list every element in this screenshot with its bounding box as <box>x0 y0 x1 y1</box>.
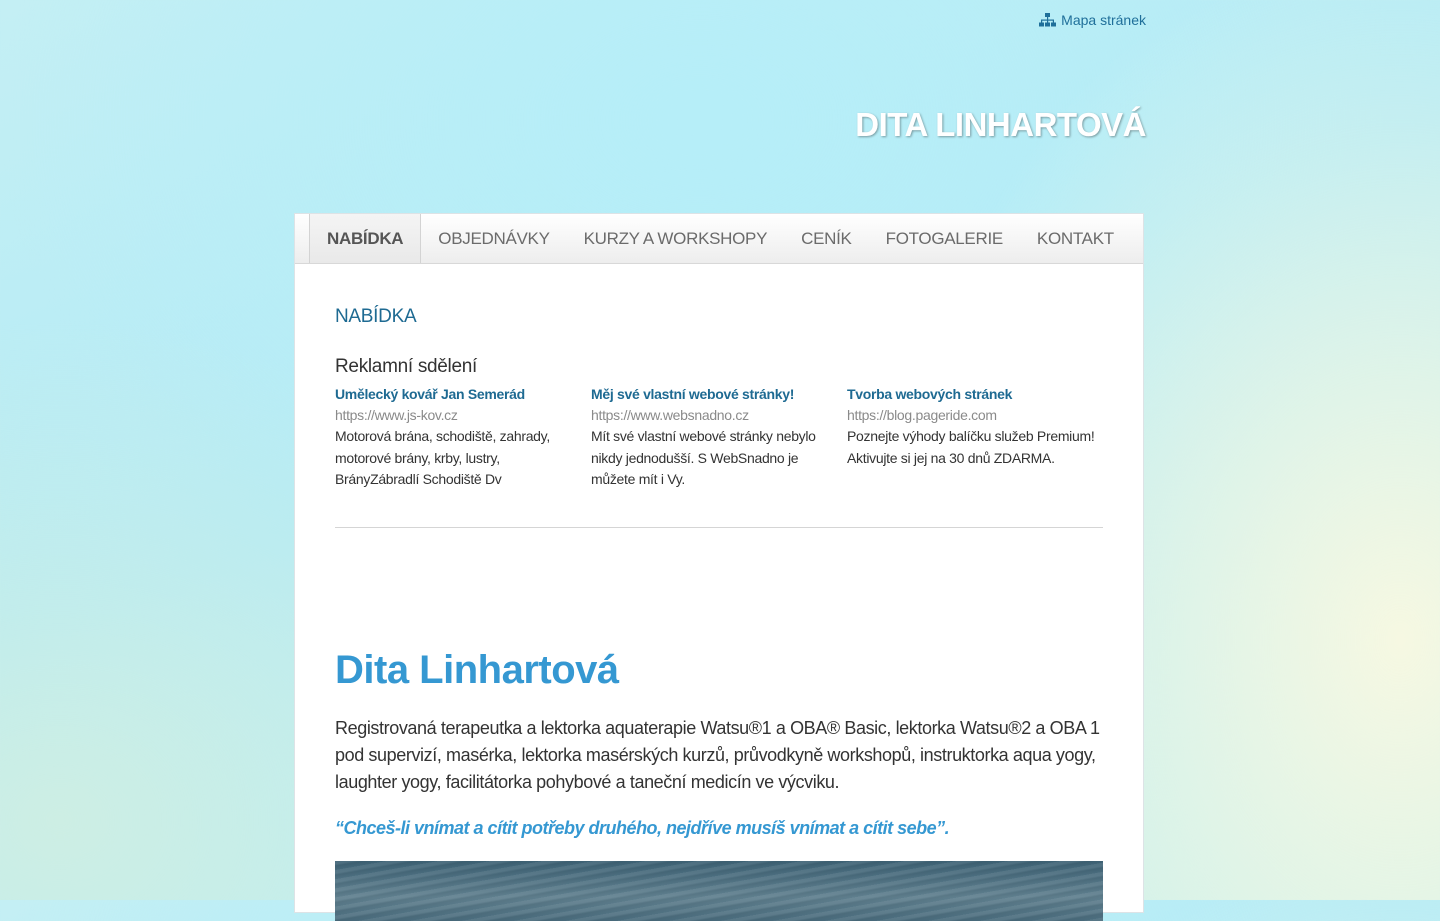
ad-title-link[interactable]: Umělecký kovář Jan Semerád <box>335 386 525 402</box>
divider <box>335 527 1103 528</box>
intro-paragraph: Registrovaná terapeutka a lektorka aquaterapie Watsu®1 a OBA® Basic, lektorka Watsu®2 a OBA 1 pod supervizí, masérka, lektorka masérských kurzů, průvodkyně workshopů, instruktorka aqua yogy, laughter yogy, facilitátorka pohybové a taneční medicín ve výcviku. <box>335 717 1100 792</box>
page-heading: Dita Linhartová <box>335 647 619 692</box>
ad-item <box>335 384 591 491</box>
nav-item-nabidka[interactable]: NABÍDKA <box>309 214 421 263</box>
main-content <box>295 306 1143 921</box>
section-title: NABÍDKA <box>335 306 417 327</box>
ad-title-link[interactable]: Měj své vlastní webové stránky! <box>591 386 795 402</box>
ad-url[interactable]: https://www.websnadno.cz <box>591 407 749 423</box>
nav-item-kurzy-a-workshopy[interactable]: KURZY A WORKSHOPY <box>583 229 768 248</box>
quote: “Chceš-li vnímat a cítit potřeby druhého, nejdříve musíš vnímat a cítit sebe”. <box>335 817 950 838</box>
nav-item-cenik[interactable]: CENÍK <box>801 229 852 248</box>
ads-title: Reklamní sdělení <box>335 356 477 377</box>
ad-url[interactable]: https://www.js-kov.cz <box>335 407 458 423</box>
main-nav <box>295 214 1143 264</box>
nav-item-kontakt[interactable]: KONTAKT <box>1036 229 1114 248</box>
ad-title-link[interactable]: Tvorba webových stránek <box>847 386 1013 402</box>
water-photo <box>335 861 1103 921</box>
ads-block <box>335 384 1103 491</box>
sitemap-link[interactable] <box>1039 12 1146 28</box>
site-title[interactable]: DITA LINHARTOVÁ <box>855 106 1146 143</box>
ad-item <box>847 384 1103 491</box>
nav-item-objednavky[interactable]: OBJEDNÁVKY <box>438 229 550 248</box>
sitemap-icon <box>1039 13 1056 27</box>
ad-text: Motorová brána, schodiště, zahrady, motorové brány, krby, lustry, BrányZábradlí Schodiště Dv <box>335 428 550 487</box>
page-container <box>294 213 1144 913</box>
ad-item <box>591 384 847 491</box>
ad-url[interactable]: https://blog.pageride.com <box>847 407 997 423</box>
ad-text: Poznejte výhody balíčku služeb Premium! Aktivujte si jej na 30 dnů ZDARMA. <box>847 428 1095 466</box>
sitemap-label: Mapa stránek <box>1061 12 1146 28</box>
nav-item-fotogalerie[interactable]: FOTOGALERIE <box>885 229 1003 248</box>
ad-text: Mít své vlastní webové stránky nebylo nikdy jednodušší. S WebSnadno je můžete mít i Vy. <box>591 428 816 487</box>
